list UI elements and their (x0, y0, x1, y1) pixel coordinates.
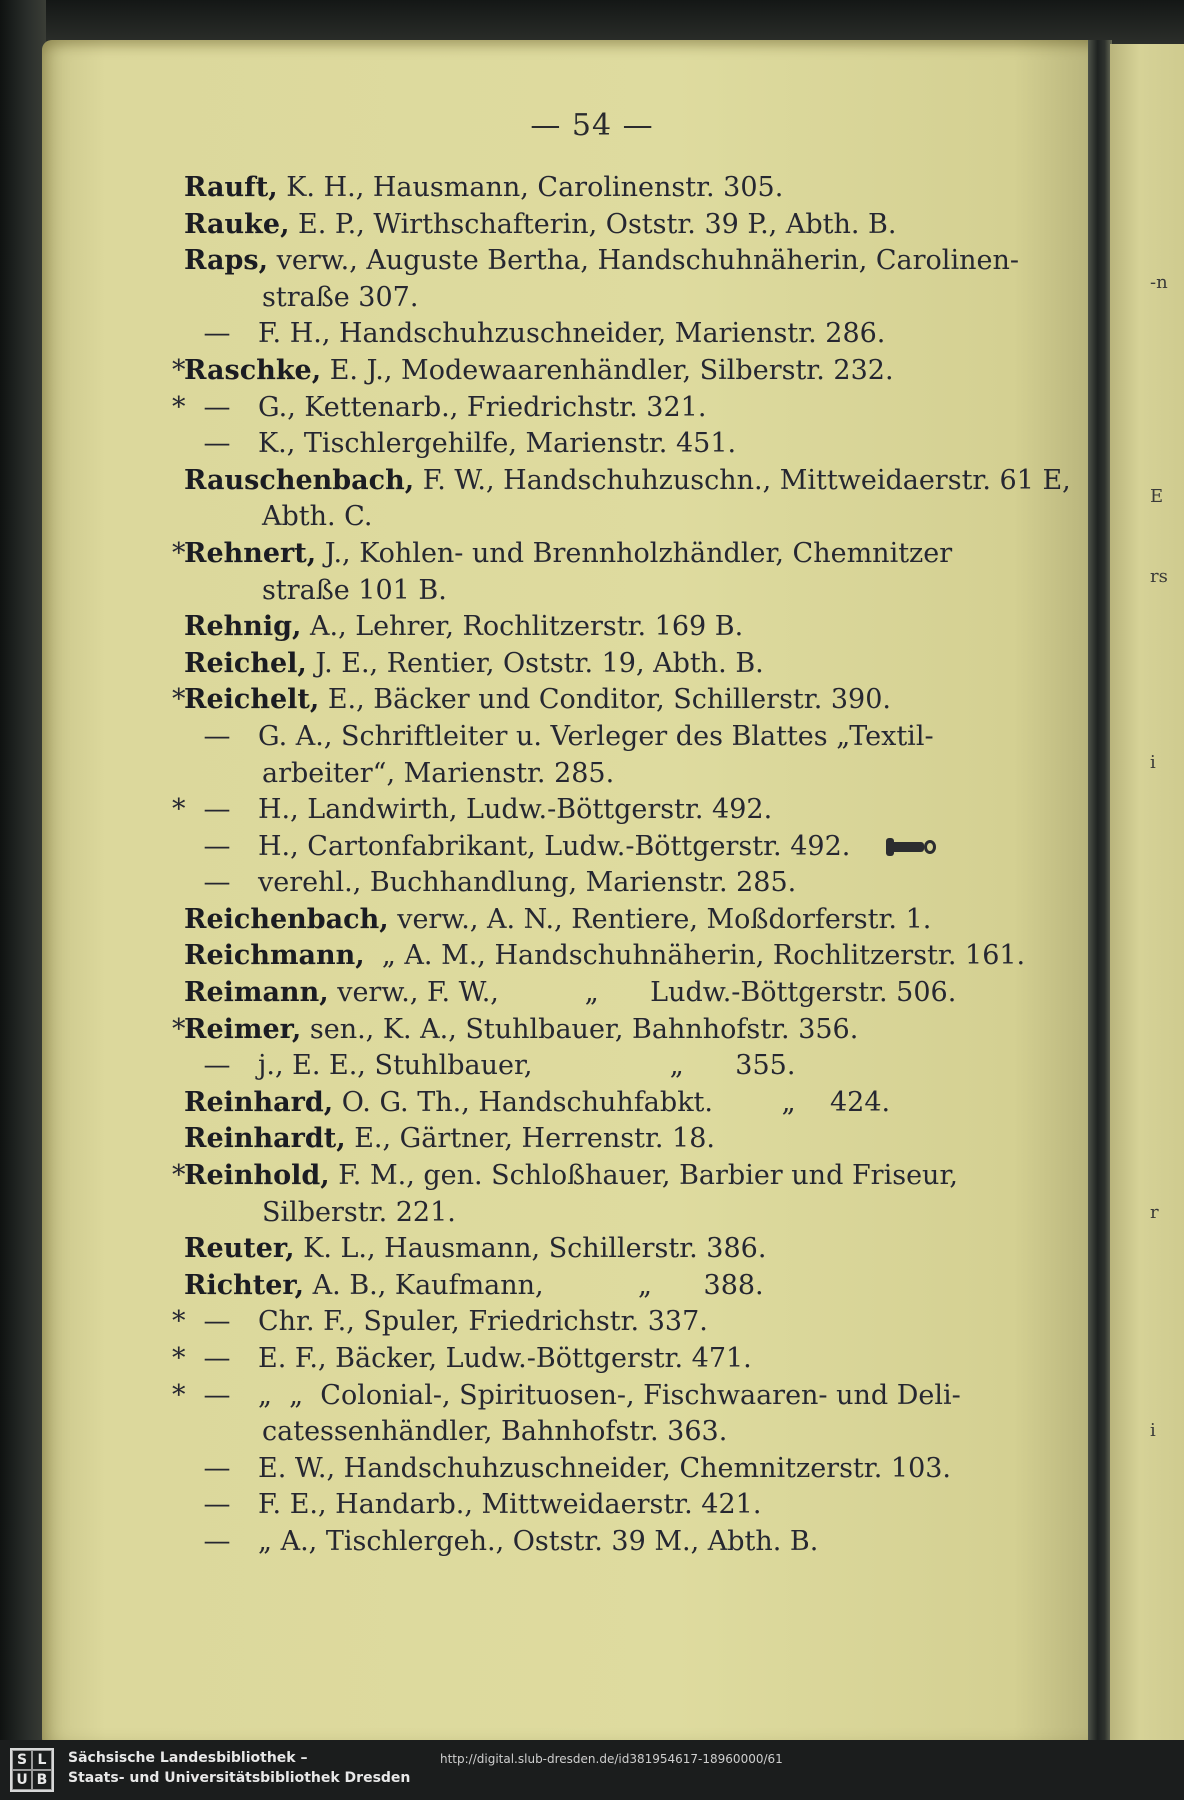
entry-details: K., Tischlergehilfe, Marienstr. 451. (258, 428, 737, 460)
asterisk-marker: * (172, 684, 186, 716)
directory-entry (172, 1158, 1074, 1195)
adjacent-page-fragment: E (1150, 486, 1164, 507)
adjacent-page-fragment: i (1150, 1420, 1156, 1441)
entry-details: A. B., Kaufmann, „ 388. (304, 1269, 764, 1301)
ditto-dash: — (203, 1525, 231, 1557)
entry-details: „ A., Tischlergeh., Oststr. 39 M., Abth. B. (258, 1525, 819, 1557)
entry-details: K. H., Hausmann, Carolinenstr. 305. (277, 172, 784, 203)
entry-details: E. W., Handschuhzuschneider, Chemnitzerstr. 103. (258, 1452, 952, 1484)
directory-entry (172, 682, 1074, 719)
directory-entry (184, 316, 1074, 353)
directory-entry (184, 573, 1074, 610)
asterisk-marker: * (172, 1379, 186, 1411)
entry-details: j., E. E., Stuhlbauer, „ 355. (258, 1050, 796, 1082)
directory-entry (172, 390, 1074, 427)
directory-entry (184, 975, 1074, 1012)
directory-entries (172, 170, 1074, 1561)
entry-details: Chr. F., Spuler, Friedrichstr. 337. (258, 1306, 708, 1338)
adjacent-page-edge (1110, 44, 1184, 1744)
ditto-dash: — (203, 391, 231, 423)
directory-entry (172, 1012, 1074, 1049)
ditto-dash: — (203, 1489, 231, 1521)
entry-details: K. L., Hausmann, Schillerstr. 386. (294, 1233, 767, 1265)
entry-surname: Rehnert, (184, 537, 317, 569)
asterisk-marker: * (172, 794, 186, 826)
ditto-dash: — (203, 1306, 231, 1338)
entry-details: sen., K. A., Stuhlbauer, Bahnhofstr. 356. (301, 1013, 859, 1045)
entry-details: straße 101 B. (262, 574, 447, 606)
asterisk-marker: * (172, 1306, 186, 1338)
entry-details: F. H., Handschuhzuschneider, Marienstr. 286. (258, 318, 886, 350)
entry-surname: Reimer, (184, 1013, 302, 1045)
entry-details: E. J., Modewaarenhändler, Silberstr. 232. (321, 354, 894, 386)
ditto-dash: — (203, 794, 231, 826)
logo-letter: L (32, 1750, 52, 1770)
entry-surname: Rauft, (184, 172, 278, 203)
directory-entry (172, 536, 1074, 573)
directory-entry (184, 1451, 1074, 1488)
ditto-dash: — (203, 720, 231, 752)
book-cover-left (0, 0, 46, 1740)
entry-details: E. P., Wirthschafterin, Oststr. 39 P., Abth. B. (289, 208, 897, 240)
entry-details: E. F., Bäcker, Ludw.-Böttgerstr. 471. (258, 1343, 752, 1374)
entry-details: verw., A. N., Rentiere, Moßdorferstr. 1. (388, 903, 932, 935)
asterisk-marker: * (172, 1343, 186, 1374)
entry-details: G., Kettenarb., Friedrichstr. 321. (258, 391, 707, 423)
directory-entry (184, 1195, 1074, 1232)
logo-letter: S (12, 1750, 32, 1770)
entry-surname: Raps, (184, 245, 269, 277)
entry-details: A., Lehrer, Rochlitzerstr. 169 B. (301, 611, 744, 643)
directory-entry (184, 243, 1074, 280)
directory-entry (172, 792, 1074, 829)
directory-entry (184, 902, 1074, 939)
telephone-icon (886, 836, 938, 858)
directory-entry (184, 1048, 1074, 1085)
entry-surname: Rauschenbach, (184, 464, 415, 496)
entry-details: E., Gärtner, Herrenstr. 18. (345, 1123, 716, 1155)
entry-details: O. G. Th., Handschuhfabkt. „ 424. (333, 1086, 891, 1118)
entry-details: H., Cartonfabrikant, Ludw.-Böttgerstr. 492. (258, 830, 851, 862)
entry-details: J., Kohlen- und Brennholzhändler, Chemnitzer (316, 537, 953, 569)
logo-letter: U (12, 1770, 32, 1790)
asterisk-marker: * (172, 537, 186, 569)
entry-surname: Reichel, (184, 647, 307, 679)
entry-details: catessenhändler, Bahnhofstr. 363. (262, 1416, 728, 1448)
entry-details: E., Bäcker und Conditor, Schillerstr. 390. (319, 684, 891, 716)
entry-surname: Richter, (184, 1269, 305, 1301)
entry-surname: Reinhard, (184, 1086, 334, 1118)
asterisk-marker: * (172, 1013, 186, 1045)
entry-details: verw., Auguste Bertha, Handschuhnäherin, Carolinen- (268, 245, 1019, 277)
library-name-line2: Staats- und Universitätsbibliothek Dresden (68, 1770, 411, 1786)
entry-surname: Reichelt, (184, 684, 320, 716)
ditto-dash: — (203, 1452, 231, 1484)
directory-entry (184, 865, 1074, 902)
asterisk-marker: * (172, 391, 186, 423)
entry-details: J. E., Rentier, Oststr. 19, Abth. B. (306, 647, 764, 679)
entry-surname: Raschke, (184, 354, 322, 386)
entry-details: Abth. C. (262, 501, 373, 533)
entry-details: Silberstr. 221. (262, 1196, 456, 1228)
slub-logo[interactable] (10, 1748, 54, 1792)
ditto-dash: — (203, 867, 231, 899)
ditto-dash: — (203, 1343, 231, 1374)
adjacent-page-fragment: -n (1150, 272, 1168, 293)
directory-entry (172, 353, 1074, 390)
ditto-dash: — (203, 428, 231, 460)
entry-surname: Reinhardt, (184, 1123, 346, 1155)
directory-entry (184, 426, 1074, 463)
entry-surname: Reinhold, (184, 1160, 330, 1192)
directory-entry (184, 756, 1074, 793)
directory-entry (184, 646, 1074, 683)
asterisk-marker: * (172, 1160, 186, 1192)
library-name-line1: Sächsische Landesbibliothek – (68, 1750, 308, 1766)
entry-details: F. M., gen. Schloßhauer, Barbier und Friseur, (329, 1160, 958, 1192)
entry-surname: Reichmann, (184, 940, 365, 972)
directory-entry (172, 1304, 1074, 1341)
directory-entry (184, 1414, 1074, 1451)
entry-surname: Reichenbach, (184, 903, 389, 935)
entry-details: verw., F. W., „ Ludw.-Böttgerstr. 506. (328, 977, 957, 1009)
adjacent-page-fragment: rs (1150, 566, 1168, 587)
directory-entry (184, 463, 1074, 500)
entry-details: straße 307. (262, 281, 419, 313)
logo-letter: B (32, 1770, 52, 1790)
directory-entry (184, 1121, 1074, 1158)
footer-bar (0, 1740, 1184, 1800)
directory-entry (184, 1487, 1074, 1524)
entry-surname: Reuter, (184, 1233, 295, 1265)
entry-details: „ „ Colonial-, Spirituosen-, Fischwaaren- und Deli- (258, 1379, 961, 1411)
directory-entry (184, 829, 1074, 866)
directory-entry (184, 207, 1074, 244)
entry-details: arbeiter“, Marienstr. 285. (262, 757, 615, 789)
ditto-dash: — (203, 1050, 231, 1082)
asterisk-marker: * (172, 354, 186, 386)
entry-details: verehl., Buchhandlung, Marienstr. 285. (258, 867, 797, 899)
entry-details: „ A. M., Handschuhnäherin, Rochlitzerstr. 161. (364, 940, 1026, 972)
entry-details: H., Landwirth, Ludw.-Böttgerstr. 492. (258, 794, 773, 826)
directory-entry (184, 170, 1074, 207)
book-cover-top (0, 0, 1184, 44)
directory-entry (184, 1268, 1074, 1305)
page-number: — 54 — (530, 108, 654, 143)
entry-details: F. E., Handarb., Mittweidaerstr. 421. (258, 1489, 762, 1521)
directory-entry (184, 1524, 1074, 1561)
adjacent-page-fragment: r (1150, 1202, 1159, 1223)
directory-entry (184, 719, 1074, 756)
entry-details: F. W., Handschuhzuschn., Mittweidaerstr. 61 E, (414, 464, 1071, 496)
entry-surname: Reimann, (184, 977, 329, 1009)
directory-entry (184, 499, 1074, 536)
entry-details: G. A., Schriftleiter u. Verleger des Blattes „Textil- (258, 720, 934, 752)
adjacent-page-fragment: i (1150, 752, 1156, 773)
entry-surname: Rauke, (184, 208, 290, 240)
entry-surname: Rehnig, (184, 611, 302, 643)
ditto-dash: — (203, 318, 231, 350)
ditto-dash: — (203, 1379, 231, 1411)
source-url-link[interactable]: http://digital.slub-dresden.de/id381954617-18960000/61 (440, 1752, 783, 1766)
directory-entry (184, 1085, 1074, 1122)
directory-entry (184, 938, 1074, 975)
directory-entry (172, 1341, 1074, 1378)
directory-entry (184, 609, 1074, 646)
directory-entry (184, 1231, 1074, 1268)
ditto-dash: — (203, 830, 231, 862)
directory-entry (172, 1378, 1074, 1415)
directory-entry (184, 280, 1074, 317)
book-gutter (1088, 40, 1112, 1740)
